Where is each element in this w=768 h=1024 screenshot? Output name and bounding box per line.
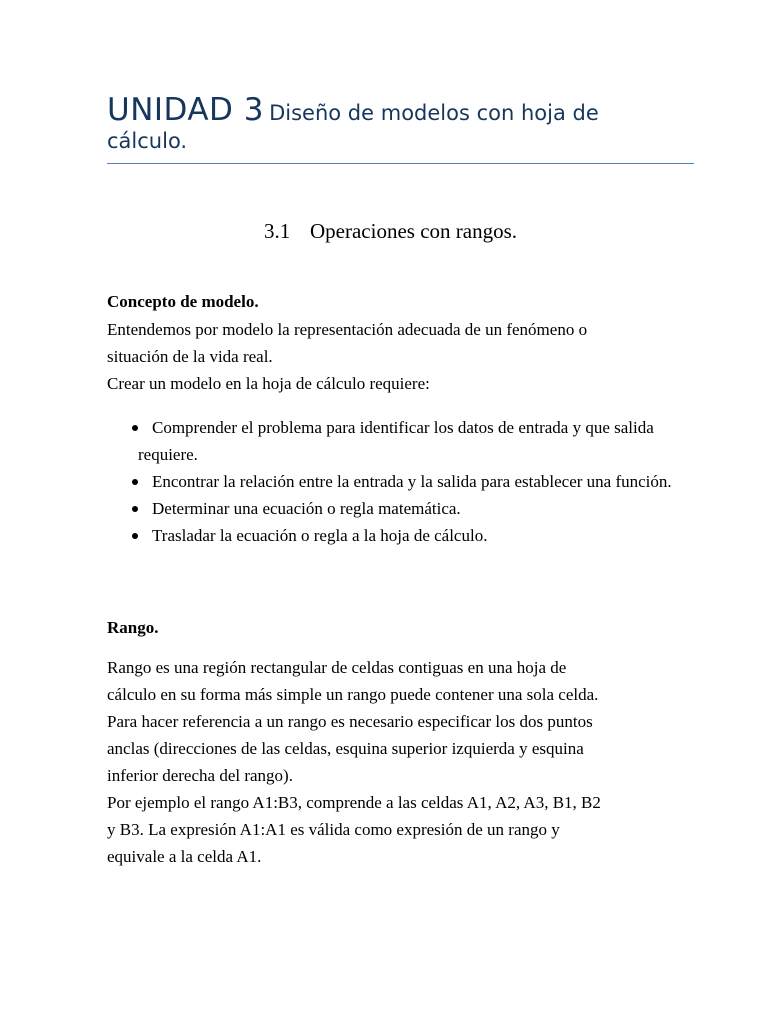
bullet-icon xyxy=(132,533,138,539)
list-item-text: Determinar una ecuación o regla matemática. xyxy=(152,499,461,518)
rango-heading: Rango. xyxy=(107,618,159,637)
title-subject-line1: Diseño de modelos con hoja de xyxy=(269,101,599,125)
bullet-icon xyxy=(132,506,138,512)
concepto-line: Crear un modelo en la hoja de cálculo requiere: xyxy=(107,374,430,393)
rango-line: anclas (direcciones de las celdas, esquina superior izquierda y esquina xyxy=(107,739,584,758)
section-number: 3.1 xyxy=(264,219,291,243)
list-item xyxy=(107,468,699,495)
rango-line: cálculo en su forma más simple un rango puede contener una sola celda. xyxy=(107,685,599,704)
rango-line: Rango es una región rectangular de celdas contiguas en una hoja de xyxy=(107,658,567,677)
rango-line: Para hacer referencia a un rango es necesario especificar los dos puntos xyxy=(107,712,593,731)
title-unit: UNIDAD 3 xyxy=(107,92,265,128)
bullet-icon xyxy=(132,425,138,431)
list-item xyxy=(107,495,699,522)
section-title: Operaciones con rangos. xyxy=(310,219,518,243)
title-underline xyxy=(107,163,694,164)
title-subject-line2: cálculo. xyxy=(107,129,188,154)
bullet-icon xyxy=(132,479,138,485)
list-item-text: Encontrar la relación entre la entrada y la salida para establecer una función. xyxy=(152,472,672,491)
section-heading xyxy=(264,219,517,244)
rango-line: Por ejemplo el rango A1:B3, comprende a las celdas A1, A2, A3, B1, B2 xyxy=(107,793,601,812)
list-item-text: Comprender el problema para identificar los datos de entrada y que salida requiere. xyxy=(138,418,654,464)
concepto-heading: Concepto de modelo. xyxy=(107,292,259,311)
requirements-list xyxy=(107,414,699,549)
rango-line: y B3. La expresión A1:A1 es válida como expresión de un rango y xyxy=(107,820,560,839)
document-title xyxy=(107,92,694,154)
concepto-paragraph xyxy=(107,316,699,397)
concepto-line: situación de la vida real. xyxy=(107,347,273,366)
rango-line: equivale a la celda A1. xyxy=(107,847,262,866)
list-item xyxy=(107,522,699,549)
list-item xyxy=(107,414,699,468)
list-item-text: Trasladar la ecuación o regla a la hoja de cálculo. xyxy=(152,526,488,545)
concepto-line: Entendemos por modelo la representación adecuada de un fenómeno o xyxy=(107,320,588,339)
rango-paragraph xyxy=(107,654,699,870)
rango-line: inferior derecha del rango). xyxy=(107,766,293,785)
